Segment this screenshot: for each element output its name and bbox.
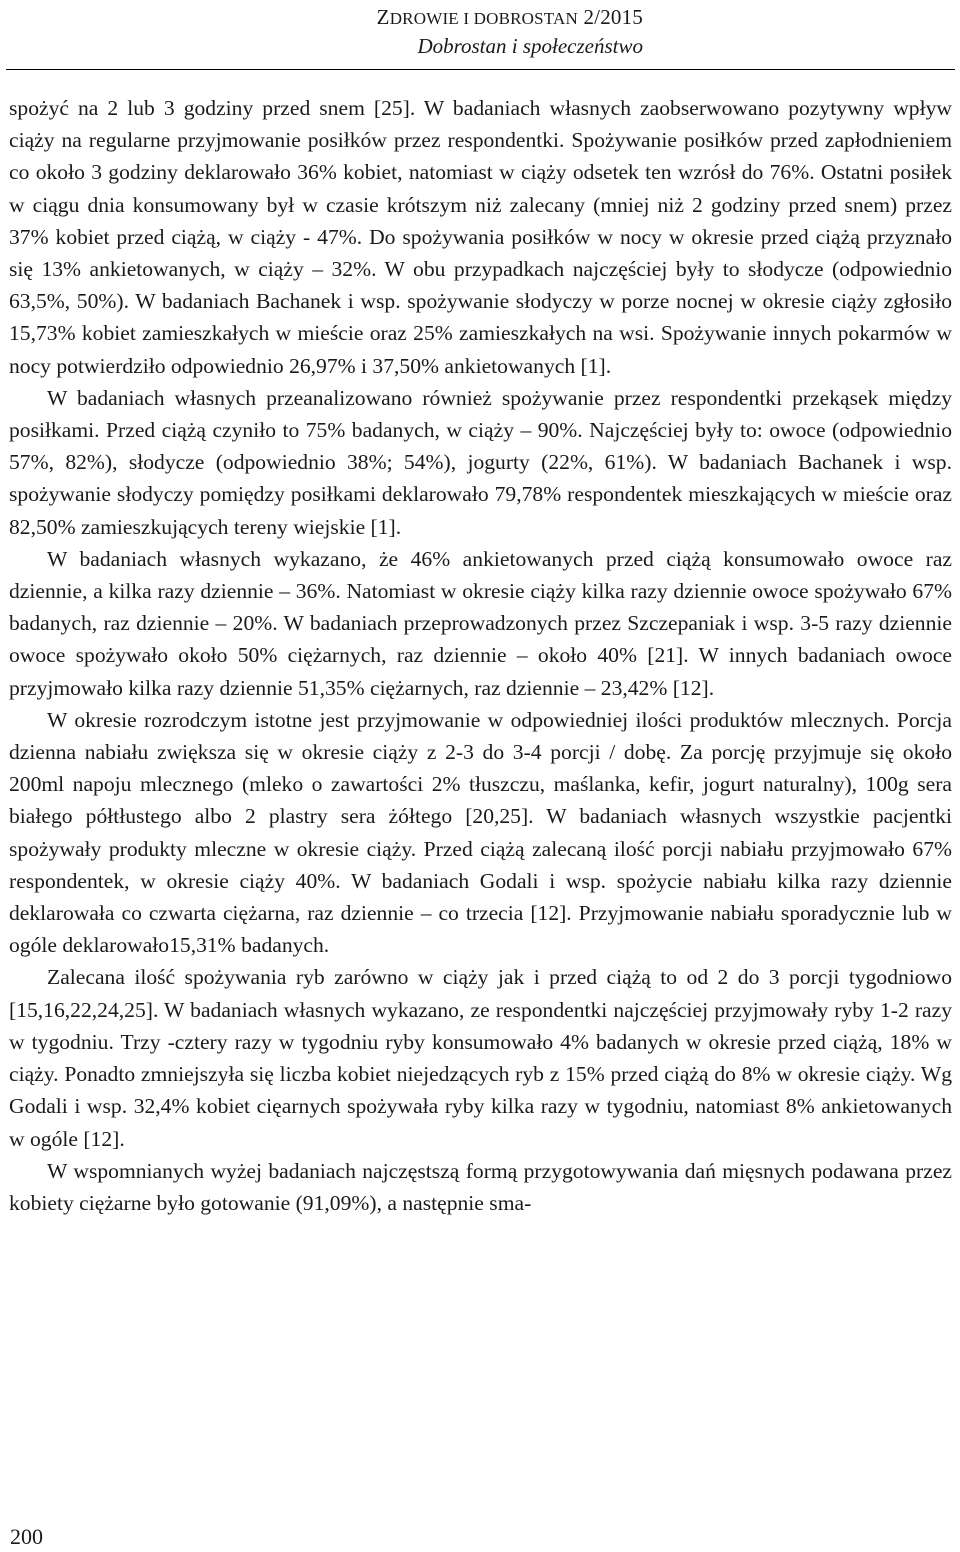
journal-issue: 2/2015: [583, 5, 643, 29]
paragraph: W okresie rozrodczym istotne jest przyjmowanie w odpowiedniej ilości produktów mlecznych. Porcja dzienna nabiału zwiększa się w okresie ciąży z 2-3 do 3-4 porcji / dobę. Za porcję przyjmuje się około 200ml napoju mlecznego (mleko o zawartości 2% tłuszczu, maślanka, kefir, jogurt naturalny), 100g sera białego półtłustego albo 2 plastry sera żółtego [20,25]. W badaniach własnych wszystkie pacjentki spożywały produkty mleczne w okresie ciąży. Przed ciążą zalecaną ilość porcji nabiału przyjmowało 67% respondentek, w okresie ciąży 40%. W badaniach Godali i wsp. spożycie nabiału kilka razy dziennie deklarowała co czwarta ciężarna, raz dziennie – co trzecia [12]. Przyjmowanie nabiału sporadycznie lub w ogóle deklarowało15,31% badanych.: [9, 707, 952, 958]
paragraph: W wspomnianych wyżej badaniach najczęstszą formą przygotowywania dań mięsnych podawana przez kobiety ciężarne było gotowanie (91,09%), a następnie sma-: [9, 1158, 952, 1215]
paragraph: W badaniach własnych przeanalizowano również spożywanie przez respondentki przekąsek między posiłkami. Przed ciążą czyniło to 75% badanych, w ciąży – 90%. Najczęściej były to: owoce (odpowiednio 57%, 82%), słodycze (odpowiednio 38%; 54%), jogurty (22%, 61%). W badaniach Bachanek i wsp. spożywanie słodyczy pomiędzy posiłkami deklarowało 79,78% respondentek mieszkających w mieście oraz 82,50% zamieszkujących tereny wiejskie [1].: [9, 385, 952, 539]
header-divider: [6, 69, 955, 70]
paragraph: Zalecana ilość spożywania ryb zarówno w ciąży jak i przed ciążą to od 2 do 3 porcji tygodniowo [15,16,22,24,25]. W badaniach własnych wykazano, ze respondentki najczęściej przyjmowały ryby 1-2 razy w tygodniu. Trzy -cztery razy w tygodniu ryby konsumowało 4% badanych w okresie przed ciążą, 18% w ciąży. Ponadto zmniejszyła się liczba kobiet niejedzących ryb z 15% przed ciążą do 8% w okresie ciąży. Wg Godali i wsp. 32,4% kobiet cięarnych spożywała ryby kilka razy w tygodniu, natomiast 8% ankietowanych w ogóle [12].: [9, 965, 952, 1151]
article-body: [9, 92, 952, 1219]
journal-title-smallcaps: DROWIE I DOBROSTAN: [389, 9, 578, 28]
paragraph: W badaniach własnych wykazano, że 46% ankietowanych przed ciążą konsumowało owoce raz dziennie, a kilka razy dziennie – 36%. Natomiast w okresie ciąży kilka razy dziennie owoce spożywało 67% badanych, raz dziennie – 20%. W badaniach przeprowadzonych przez Szczepaniak i wsp. 3-5 razy dziennie owoce spożywało około 50% ciężarnych, raz dziennie – około 40% [21]. W innych badaniach owoce przyjmowało kilka razy dziennie 51,35% ciężarnych, raz dziennie – 23,42% [12].: [9, 546, 952, 700]
journal-title-initial: Z: [376, 5, 390, 29]
section-title: Dobrostan i społeczeństwo: [417, 34, 643, 58]
page-number: 200: [10, 1524, 43, 1549]
paragraph: spożyć na 2 lub 3 godziny przed snem [25]. W badaniach własnych zaobserwowano pozytywny wpływ ciąży na regularne przyjmowanie posiłków przez respondentki. Spożywanie posiłków przed zapłodnieniem co około 3 godziny deklarowało 36% kobiet, natomiast w ciąży odsetek ten wzrósł do 76%. Ostatni posiłek w ciągu dnia konsumowany był w czasie krótszym niż zalecany (mniej niż 2 godziny przed snem) przez 37% kobiet przed ciążą, w ciąży - 47%. Do spożywania posiłków w nocy w okresie przed ciążą przyznało się 13% ankietowanych, w ciąży – 32%. W obu przypadkach najczęściej były to słodycze (odpowiednio 63,5%, 50%). W badaniach Bachanek i wsp. spożywanie słodyczy w porze nocnej w okresie ciąży zgłosiło 15,73% kobiet zamieszkałych w mieście oraz 25% zamieszkałych na wsi. Spożywanie innych pokarmów w nocy potwierdziło odpowiednio 26,97% i 37,50% ankietowanych [1].: [9, 96, 952, 378]
journal-title: [377, 4, 643, 32]
running-header: [377, 4, 643, 61]
